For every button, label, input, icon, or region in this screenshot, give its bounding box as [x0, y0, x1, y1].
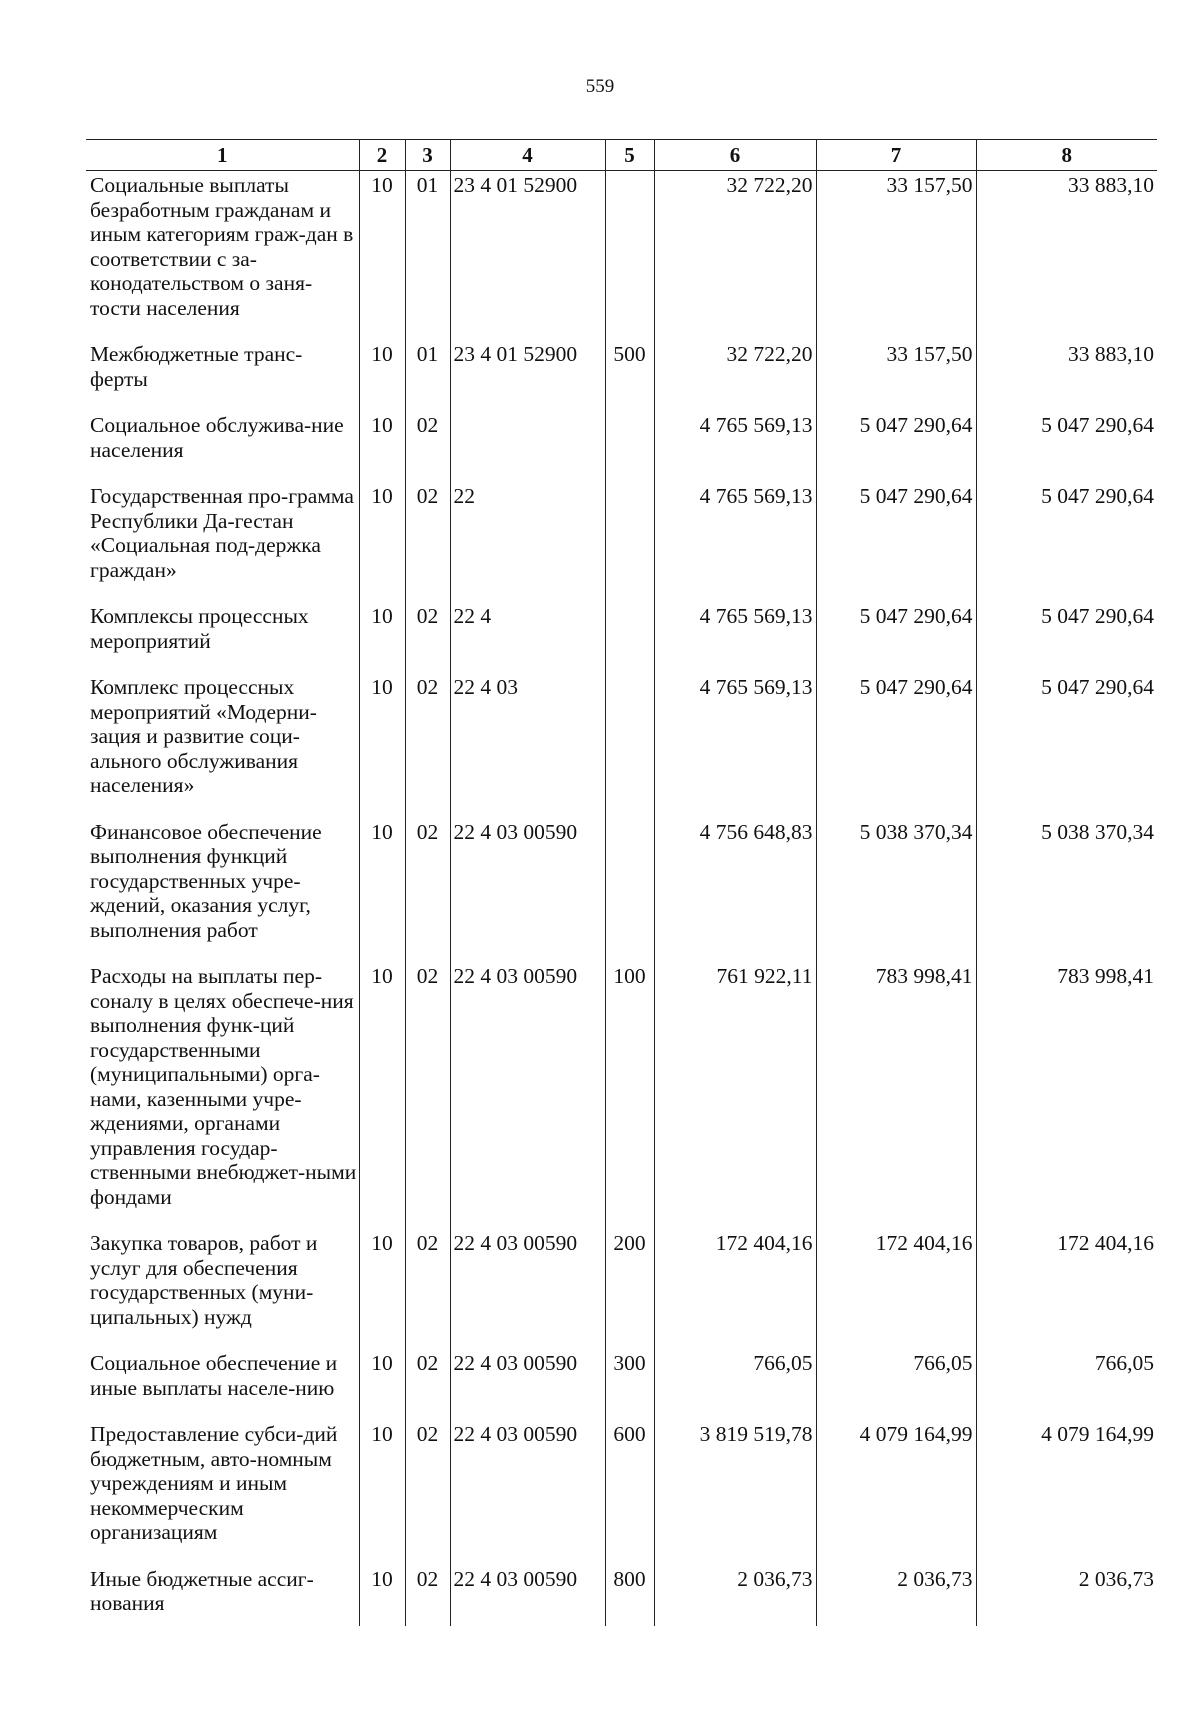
- amount-col-8-cell: 5 047 290,64: [976, 602, 1157, 673]
- expense-type-cell: 800: [605, 1565, 654, 1626]
- table-row: [86, 673, 1157, 818]
- amount-col-8-cell: 172 404,16: [976, 1229, 1157, 1349]
- row-name-cell: Расходы на выплаты пер-соналу в целях обеспече-ния выполнения функ-ций государственными (муниципальными) орга-нами, казенными учре-ждениями, органами управления государ-ственными внебюджет-ными фондами: [90, 964, 357, 1209]
- amount-col-6-cell: 761 922,11: [654, 962, 816, 1229]
- table-row: [86, 602, 1157, 673]
- target-article-cell: 22 4: [450, 602, 605, 673]
- target-article-cell: 22 4 03 00590: [450, 1565, 605, 1626]
- amount-col-7-cell: 5 047 290,64: [816, 602, 976, 673]
- amount-col-8-cell: 5 047 290,64: [976, 673, 1157, 818]
- expense-type-cell: [605, 171, 654, 341]
- target-article-cell: 22 4 03 00590: [450, 1420, 605, 1565]
- section-code-cell: 10: [359, 1229, 405, 1349]
- table-row: [86, 482, 1157, 602]
- amount-col-6-cell: 32 722,20: [654, 340, 816, 411]
- amount-col-6-cell: 4 756 648,83: [654, 818, 816, 963]
- column-header: 2: [359, 140, 405, 171]
- column-header: 3: [405, 140, 450, 171]
- amount-col-8-cell: 5 038 370,34: [976, 818, 1157, 963]
- section-code-cell: 10: [359, 673, 405, 818]
- section-code-cell: 10: [359, 962, 405, 1229]
- amount-col-7-cell: 766,05: [816, 1349, 976, 1420]
- table-body: [86, 171, 1157, 1626]
- row-name-cell: Комплекс процессных мероприятий «Модерни-зация и развитие соци-ального обслуживания населения»: [90, 675, 317, 797]
- expense-type-cell: [605, 482, 654, 602]
- target-article-cell: 22 4 03: [450, 673, 605, 818]
- expense-type-cell: 100: [605, 962, 654, 1229]
- section-code-cell: 10: [359, 1349, 405, 1420]
- amount-col-8-cell: 2 036,73: [976, 1565, 1157, 1626]
- column-header: 5: [605, 140, 654, 171]
- target-article-cell: [450, 411, 605, 482]
- expense-type-cell: 600: [605, 1420, 654, 1565]
- amount-col-7-cell: 172 404,16: [816, 1229, 976, 1349]
- expense-type-cell: 200: [605, 1229, 654, 1349]
- amount-col-7-cell: 5 038 370,34: [816, 818, 976, 963]
- section-code-cell: 10: [359, 171, 405, 341]
- subsection-code-cell: 02: [405, 1565, 450, 1626]
- column-header: 6: [654, 140, 816, 171]
- row-name-cell: Предоставление субси-дий бюджетным, авто-номным учреждениям и иным некоммерческим организациям: [90, 1422, 338, 1544]
- amount-col-7-cell: 4 079 164,99: [816, 1420, 976, 1565]
- expense-type-cell: 300: [605, 1349, 654, 1420]
- table-row: [86, 1420, 1157, 1565]
- amount-col-8-cell: 766,05: [976, 1349, 1157, 1420]
- amount-col-7-cell: 5 047 290,64: [816, 482, 976, 602]
- target-article-cell: 22 4 03 00590: [450, 818, 605, 963]
- amount-col-7-cell: 5 047 290,64: [816, 411, 976, 482]
- expense-type-cell: [605, 411, 654, 482]
- table-row: [86, 1229, 1157, 1349]
- subsection-code-cell: 02: [405, 1420, 450, 1565]
- expense-type-cell: 500: [605, 340, 654, 411]
- expense-type-cell: [605, 673, 654, 818]
- amount-col-8-cell: 783 998,41: [976, 962, 1157, 1229]
- target-article-cell: 22 4 03 00590: [450, 1349, 605, 1420]
- section-code-cell: 10: [359, 1565, 405, 1626]
- amount-col-8-cell: 5 047 290,64: [976, 482, 1157, 602]
- page-number: 559: [585, 76, 615, 97]
- expense-type-cell: [605, 602, 654, 673]
- row-name-cell: Закупка товаров, работ и услуг для обеспечения государственных (муни-ципальных) нужд: [90, 1231, 318, 1329]
- row-name-cell: Финансовое обеспечение выполнения функций государственных учре-ждений, оказания услуг, выполнения работ: [90, 819, 322, 942]
- target-article-cell: 23 4 01 52900: [450, 171, 605, 341]
- amount-col-7-cell: 2 036,73: [816, 1565, 976, 1626]
- table-row: [86, 962, 1157, 1229]
- amount-col-6-cell: 4 765 569,13: [654, 673, 816, 818]
- amount-col-8-cell: 33 883,10: [976, 340, 1157, 411]
- subsection-code-cell: 02: [405, 482, 450, 602]
- table-row: [86, 1349, 1157, 1420]
- amount-col-7-cell: 5 047 290,64: [816, 673, 976, 818]
- subsection-code-cell: 02: [405, 602, 450, 673]
- row-name-cell: Социальные выплаты безработным гражданам и иным категориям граж-дан в соответствии с за-конодательством о заня-тости населения: [90, 173, 354, 320]
- amount-col-6-cell: 3 819 519,78: [654, 1420, 816, 1565]
- row-name-cell: Социальное обслужива-ние населения: [90, 413, 344, 462]
- target-article-cell: 23 4 01 52900: [450, 340, 605, 411]
- amount-col-7-cell: 33 157,50: [816, 340, 976, 411]
- column-header: 8: [976, 140, 1157, 171]
- header-row: [86, 140, 1157, 171]
- column-header: 4: [450, 140, 605, 171]
- section-code-cell: 10: [359, 340, 405, 411]
- budget-table: [86, 139, 1157, 1626]
- amount-col-6-cell: 172 404,16: [654, 1229, 816, 1349]
- subsection-code-cell: 02: [405, 962, 450, 1229]
- amount-col-6-cell: 4 765 569,13: [654, 602, 816, 673]
- amount-col-8-cell: 33 883,10: [976, 171, 1157, 341]
- section-code-cell: 10: [359, 602, 405, 673]
- row-name-cell: Комплексы процессных мероприятий: [90, 604, 309, 653]
- subsection-code-cell: 01: [405, 340, 450, 411]
- row-name-cell: Межбюджетные транс-ферты: [90, 342, 303, 391]
- expense-type-cell: [605, 818, 654, 963]
- column-header: 7: [816, 140, 976, 171]
- subsection-code-cell: 02: [405, 1349, 450, 1420]
- subsection-code-cell: 02: [405, 673, 450, 818]
- amount-col-6-cell: 766,05: [654, 1349, 816, 1420]
- amount-col-8-cell: 5 047 290,64: [976, 411, 1157, 482]
- amount-col-8-cell: 4 079 164,99: [976, 1420, 1157, 1565]
- subsection-code-cell: 02: [405, 818, 450, 963]
- section-code-cell: 10: [359, 482, 405, 602]
- row-name-cell: Иные бюджетные ассиг-нования: [90, 1566, 314, 1615]
- amount-col-7-cell: 783 998,41: [816, 962, 976, 1229]
- row-name-cell: Государственная про-грамма Республики Да-гестан «Социальная под-держка граждан»: [90, 484, 354, 582]
- table-row: [86, 340, 1157, 411]
- target-article-cell: 22: [450, 482, 605, 602]
- row-name-cell: Социальное обеспечение и иные выплаты населе-нию: [90, 1351, 338, 1400]
- table-row: [86, 171, 1157, 341]
- target-article-cell: 22 4 03 00590: [450, 1229, 605, 1349]
- amount-col-6-cell: 32 722,20: [654, 171, 816, 341]
- target-article-cell: 22 4 03 00590: [450, 962, 605, 1229]
- section-code-cell: 10: [359, 411, 405, 482]
- amount-col-6-cell: 2 036,73: [654, 1565, 816, 1626]
- subsection-code-cell: 02: [405, 411, 450, 482]
- section-code-cell: 10: [359, 1420, 405, 1565]
- amount-col-6-cell: 4 765 569,13: [654, 411, 816, 482]
- section-code-cell: 10: [359, 818, 405, 963]
- subsection-code-cell: 01: [405, 171, 450, 341]
- table-row: [86, 818, 1157, 963]
- amount-col-6-cell: 4 765 569,13: [654, 482, 816, 602]
- column-header: 1: [86, 140, 359, 171]
- subsection-code-cell: 02: [405, 1229, 450, 1349]
- table-row: [86, 1565, 1157, 1626]
- table-row: [86, 411, 1157, 482]
- amount-col-7-cell: 33 157,50: [816, 171, 976, 341]
